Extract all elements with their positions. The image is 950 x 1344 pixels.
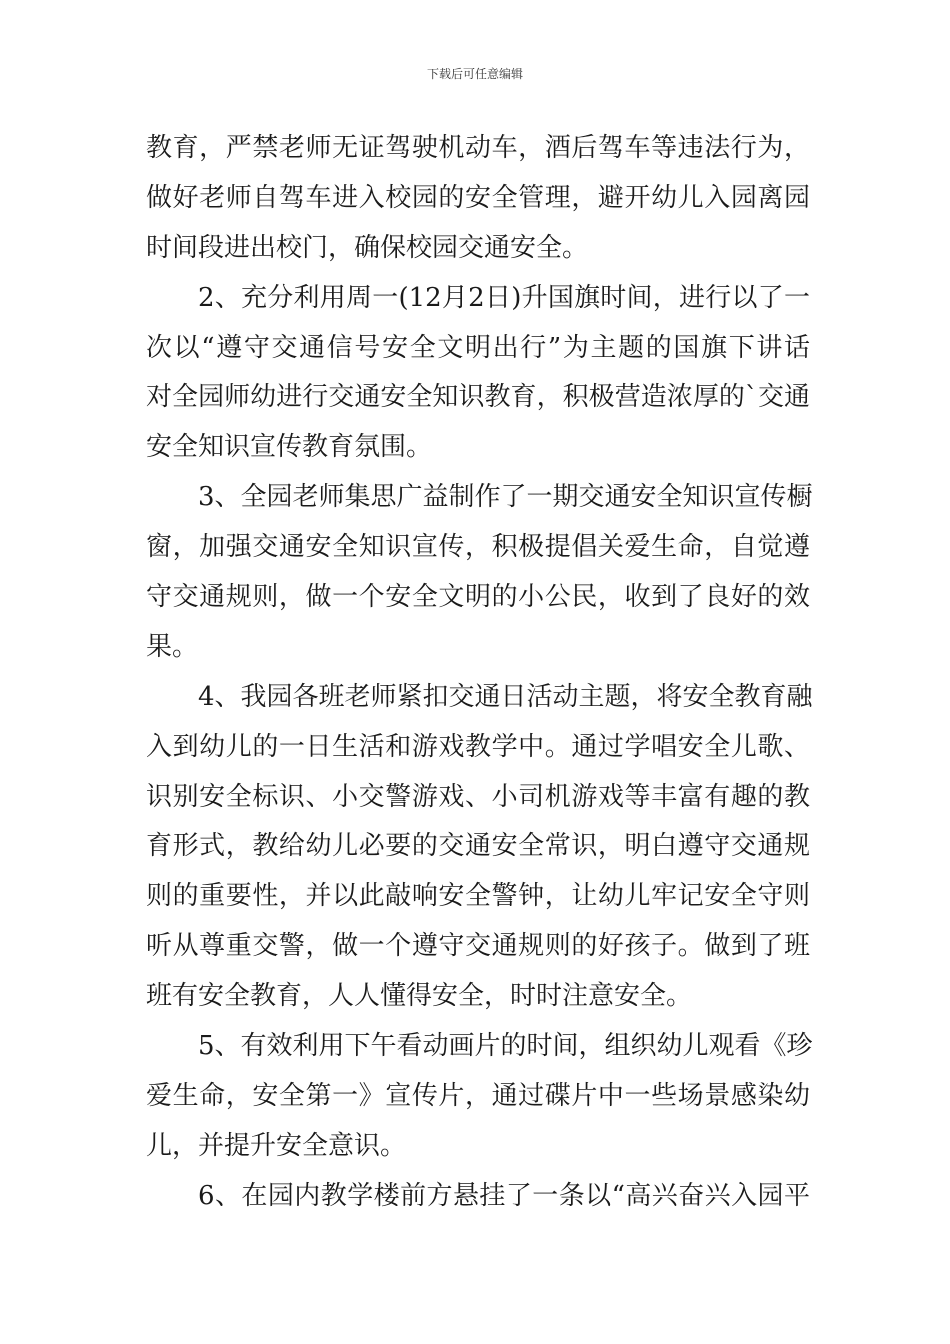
text-line: 果。 [146, 631, 199, 662]
text-line: 做好老师自驾车进入校园的安全管理，避开幼儿入园离园 [146, 182, 810, 213]
text-line: 识别安全标识、小交警游戏、小司机游戏等丰富有趣的教 [146, 781, 810, 812]
text-line: 爱生命，安全第一》宣传片，通过碟片中一些场景感染幼 [146, 1080, 810, 1111]
text-line: 守交通规则，做一个安全文明的小公民，收到了良好的效 [146, 582, 810, 613]
text-line: 育形式，教给幼儿必要的交通安全常识，明白遵守交通规 [146, 831, 810, 862]
text-line: 对全园师幼进行交通安全知识教育，积极营造浓厚的`交通 [146, 382, 810, 413]
paragraph-start-line: 4、我园各班老师紧扣交通日活动主题，将安全教育融 [198, 681, 813, 712]
text-line: 班有安全教育，人人懂得安全，时时注意安全。 [146, 981, 693, 1012]
text-line: 儿，并提升安全意识。 [146, 1130, 407, 1161]
paragraph-start-line: 2、充分利用周一(12月2日)升国旗时间，进行以了一 [198, 282, 810, 313]
text-line: 教育，严禁老师无证驾驶机动车，酒后驾车等违法行为， [146, 133, 810, 163]
paragraph-start-line: 5、有效利用下午看动画片的时间，组织幼儿观看《珍 [198, 1031, 813, 1062]
paragraph-start-line: 6、在园内教学楼前方悬挂了一条以“高兴奋兴入园平 [198, 1180, 810, 1211]
text-line: 次以“遵守交通信号安全文明出行”为主题的国旗下讲话 [146, 332, 810, 363]
text-line: 听从尊重交警，做一个遵守交通规则的好孩子。做到了班 [146, 931, 810, 962]
text-line: 时间段进出校门，确保校园交通安全。 [146, 232, 589, 263]
text-line: 窗，加强交通安全知识宣传，积极提倡关爱生命，自觉遵 [146, 532, 810, 563]
document-body [146, 124, 813, 1222]
page-header: 下载后可任意编辑 [426, 67, 523, 81]
text-line: 安全知识宣传教育氛围。 [146, 432, 433, 463]
text-line: 入到幼儿的一日生活和游戏教学中。通过学唱安全儿歌、 [146, 731, 810, 762]
paragraph-start-line: 3、全园老师集思广益制作了一期交通安全知识宣传橱 [198, 482, 813, 513]
text-line: 则的重要性，并以此敲响安全警钟，让幼儿牢记安全守则 [146, 881, 810, 912]
